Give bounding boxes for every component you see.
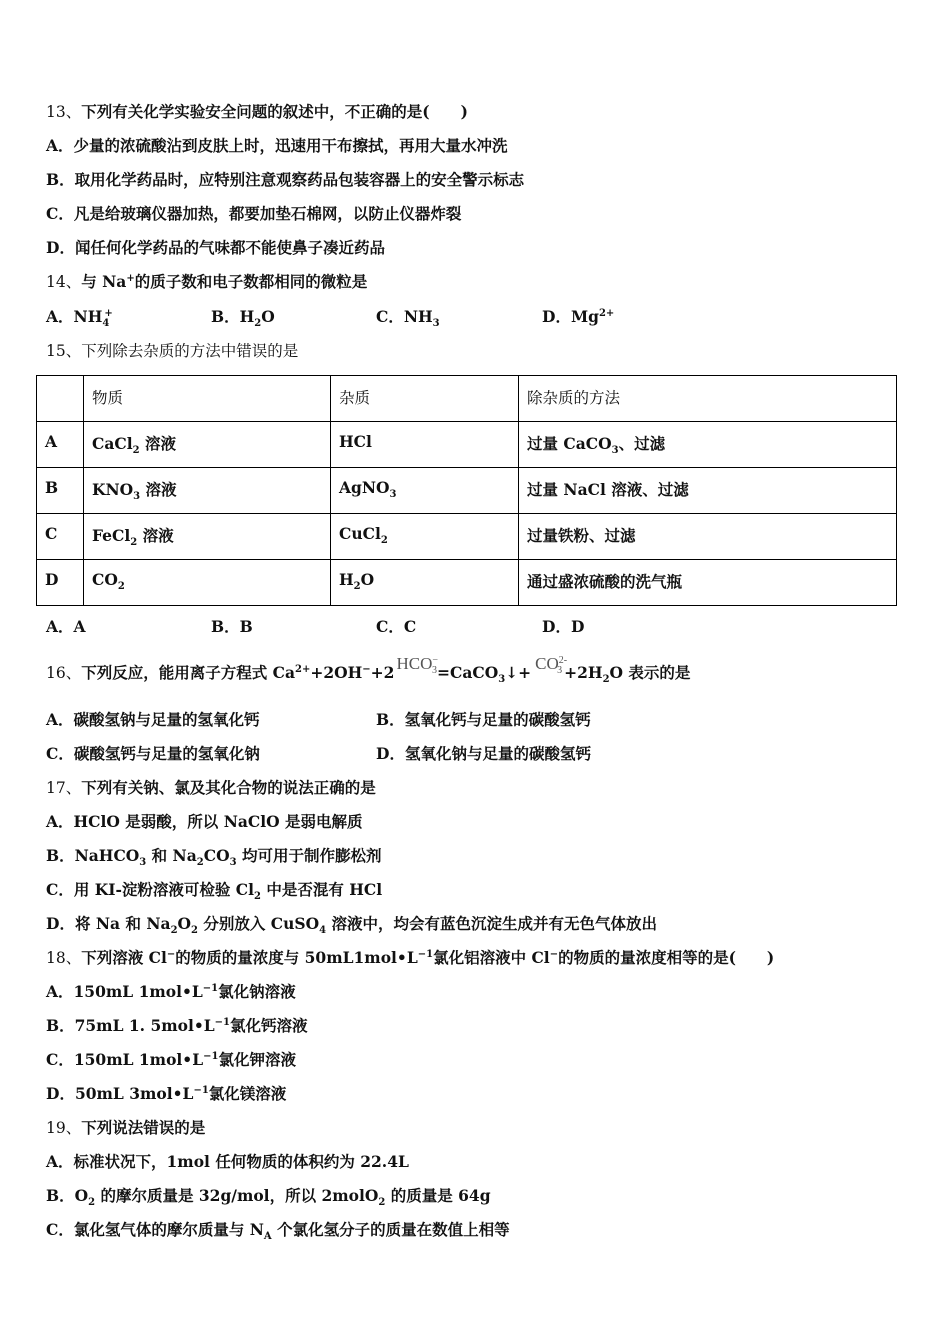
q18-a-post: 氯化钠溶液 [218, 982, 296, 1001]
row-label: C [37, 514, 84, 560]
q16-part4: =CaCO [437, 663, 499, 682]
q16-co3-ion [535, 653, 568, 676]
row-label: D [37, 560, 84, 606]
q14-stem-pre: 与 Na [81, 272, 127, 291]
q14-stem-sup: + [126, 272, 135, 284]
q15-option-b: B．B [211, 617, 253, 636]
q17-b-pre: B．NaHCO [46, 846, 140, 865]
q17-d-post: 溶液中，均会有蓝色沉淀生成并有无色气体放出 [326, 914, 657, 933]
row-impurity [331, 514, 519, 560]
q19-b-sub1: 2 [88, 1197, 96, 1209]
row-method: 过量铁粉、过滤 [519, 514, 897, 560]
q18-option-c [46, 1049, 296, 1071]
table-header-cell-method: 除杂质的方法 [519, 376, 897, 422]
q18-stem-mid: 的物质的量浓度与 50mL1mol•L [175, 948, 418, 967]
q14-option-b [211, 306, 275, 328]
q13-option-c: C．凡是给玻璃仪器加热，都要加垫石棉网，以防止仪器炸裂 [46, 204, 462, 223]
q16-option-b: B．氢氧化钙与足量的碳酸氢钙 [376, 710, 591, 729]
q13-option-d: D．闻任何化学药品的气味都不能使鼻子凑近药品 [46, 238, 385, 257]
q16-option-d: D．氢氧化钠与足量的碳酸氢钙 [376, 744, 591, 763]
q18-option-a [46, 981, 296, 1003]
q14-b-tail: O [261, 307, 275, 326]
q15-table [36, 375, 897, 606]
q16-co3-sup: 2- [558, 654, 568, 666]
q18-stem [46, 947, 774, 969]
q18-d-sup: −1 [193, 1084, 209, 1096]
q14-option-c [376, 306, 440, 328]
q17-b-mid2: CO [203, 846, 230, 865]
table-row [37, 560, 897, 606]
q17-d-sub1: 2 [170, 925, 178, 937]
q19-option-b [46, 1185, 491, 1207]
q17-option-a: A．HClO 是弱酸，所以 NaClO 是弱电解质 [46, 812, 363, 831]
substance-pre: CO [92, 570, 118, 589]
q19-b-mid: 的摩尔质量是 32g/mol，所以 2molO [95, 1186, 379, 1205]
row-method: 通过盛浓硫酸的洗气瓶 [519, 560, 897, 606]
q18-a-sup: −1 [202, 982, 219, 994]
q14-a-sub: 4 [102, 318, 110, 330]
impurity-sub: 2 [353, 581, 361, 593]
q18-stem-mid2: 氯化铝溶液中 Cl [433, 948, 550, 967]
substance-sub: 2 [130, 537, 138, 549]
row-method: 过量 NaCl 溶液、过滤 [519, 468, 897, 514]
q18-b-post: 氯化钙溶液 [230, 1016, 308, 1035]
q14-d-base: Mg [570, 307, 599, 326]
q16-part7: O 表示的是 [609, 663, 691, 682]
q13-stem-text: 下列有关化学实验安全问题的叙述中，不正确的是( ) [81, 102, 468, 121]
q15-option-c: C．C [376, 617, 417, 636]
q18-c-post: 氯化钾溶液 [218, 1050, 296, 1069]
q18-sup3: − [549, 948, 559, 960]
q16-option-a: A．碳酸氢钠与足量的氢氧化钙 [46, 710, 260, 729]
q19-b-post: 的质量是 64g [385, 1186, 491, 1205]
impurity-post: O [360, 570, 375, 589]
q17-b-sub1: 3 [139, 857, 147, 869]
row-impurity [331, 422, 519, 468]
q15-option-a: A．A [46, 617, 86, 636]
q17-d-mid: O [177, 914, 192, 933]
q17-c-post: 中是否混有 HCl [260, 880, 383, 899]
q16-part3: +2 [370, 663, 395, 682]
method-pre: 过量 CaCO [527, 434, 612, 453]
q16-number: 16、 [46, 664, 82, 682]
q15-number: 15、 [46, 342, 82, 360]
q18-stem-post: 的物质的量浓度相等的是( ) [558, 948, 775, 967]
q19-option-c [46, 1219, 510, 1241]
q19-c-pre: C．氯化氢气体的摩尔质量与 N [46, 1220, 264, 1239]
q16-part5: ↓+ [505, 663, 532, 682]
q18-d-post: 氯化镁溶液 [208, 1084, 287, 1103]
row-method [519, 422, 897, 468]
impurity-pre: AgNO [339, 478, 390, 497]
q16-caco3-sub: 3 [498, 674, 506, 686]
table-row [37, 514, 897, 560]
q19-b-pre: B．O [46, 1186, 89, 1205]
q14-a-sup: + [104, 307, 113, 319]
q18-sup2: −1 [417, 948, 434, 960]
q14-c-sub: 3 [432, 318, 440, 330]
q18-option-d [46, 1083, 286, 1105]
q14-option-a [46, 306, 113, 328]
q14-d-label: D． [542, 307, 571, 326]
q19-stem-text: 下列说法错误的是 [81, 1118, 206, 1137]
q17-option-b [46, 845, 381, 867]
table-header-cell-impurity: 杂质 [331, 376, 519, 422]
q14-stem [46, 271, 367, 293]
q16-hco3-sub: 3 [432, 664, 437, 676]
q14-a-label: A． [46, 307, 74, 326]
q16-hco3-sup: − [432, 654, 438, 666]
q17-b-sub2: 2 [196, 857, 204, 869]
q17-option-d [46, 913, 657, 935]
substance-post: 溶液 [137, 526, 174, 545]
table-row [37, 468, 897, 514]
table-header-cell-0 [37, 376, 84, 422]
row-substance [84, 514, 331, 560]
q19-b-sub2: 2 [378, 1197, 386, 1209]
q13-stem [46, 101, 468, 123]
q19-c-sub1: A [263, 1231, 272, 1243]
q16-h2o-sub: 2 [602, 674, 610, 686]
q13-option-a: A．少量的浓硫酸沾到皮肤上时，迅速用干布擦拭，再用大量水冲洗 [46, 136, 508, 155]
q18-c-sup: −1 [203, 1050, 219, 1062]
substance-sub: 3 [133, 491, 141, 503]
q15-option-d: D．D [542, 617, 585, 636]
q16-hco3-text: HCO [396, 653, 433, 673]
q14-b-label: B． [211, 307, 240, 326]
q18-stem-pre: 下列溶液 Cl [81, 948, 167, 967]
q19-option-a: A．标准状况下，1mol 任何物质的体积约为 22.4L [46, 1152, 409, 1171]
row-substance [84, 560, 331, 606]
q16-ca-sup: 2+ [295, 663, 311, 675]
q14-stem-post: 的质子数和电子数都相同的微粒是 [134, 272, 368, 291]
method-sub: 3 [611, 445, 619, 457]
substance-pre: CaCl [92, 434, 133, 453]
q14-b-sub: 2 [254, 318, 262, 330]
q16-part2: +2OH [310, 663, 363, 682]
row-impurity [331, 560, 519, 606]
impurity-pre: CuCl [339, 524, 381, 543]
q17-option-c [46, 879, 382, 901]
impurity-pre: HCl [339, 432, 372, 451]
q18-option-b [46, 1015, 308, 1037]
q16-oh-sup: − [362, 663, 371, 675]
q17-d-sub3: 4 [319, 925, 327, 937]
q18-a-pre: A．150mL 1mol•L [46, 982, 203, 1001]
method-post: 、过滤 [618, 434, 666, 453]
row-substance [84, 468, 331, 514]
q18-sup1: − [166, 948, 176, 960]
q14-a-base: NH [73, 307, 103, 326]
q17-b-post: 均可用于制作膨松剂 [236, 846, 382, 865]
row-substance [84, 422, 331, 468]
substance-sub: 2 [132, 445, 140, 457]
q14-b-base: H [239, 307, 255, 326]
q14-d-sup: 2+ [598, 307, 615, 319]
q13-number: 13、 [46, 103, 82, 121]
q17-c-pre: C．用 KI-淀粉溶液可检验 Cl [46, 880, 255, 899]
row-label: B [37, 468, 84, 514]
q17-d-pre: D．将 Na 和 Na [46, 914, 171, 933]
row-label: A [37, 422, 84, 468]
q16-stem [46, 653, 691, 686]
q14-c-label: C． [376, 307, 404, 326]
impurity-sub: 2 [380, 535, 388, 547]
q15-stem [46, 340, 298, 362]
q19-number: 19、 [46, 1119, 82, 1137]
q18-number: 18、 [46, 949, 82, 967]
table-header-cell-substance: 物质 [84, 376, 331, 422]
q17-d-sub2: 2 [191, 925, 199, 937]
q16-part6: +2H [564, 663, 603, 682]
q16-option-c: C．碳酸氢钙与足量的氢氧化钠 [46, 744, 260, 763]
q14-c-base: NH [403, 307, 433, 326]
q18-d-pre: D．50mL 3mol•L [46, 1084, 194, 1103]
table-header-row [37, 376, 897, 422]
row-impurity [331, 468, 519, 514]
q17-b-mid: 和 Na [146, 846, 197, 865]
substance-sub: 2 [117, 581, 125, 593]
q17-b-sub3: 3 [229, 857, 237, 869]
q13-option-b: B．取用化学药品时，应特别注意观察药品包装容器上的安全警示标志 [46, 170, 525, 189]
q16-co3-text: CO [535, 653, 559, 673]
q17-stem [46, 777, 376, 799]
q19-stem [46, 1117, 205, 1139]
q16-stem-pre: 下列反应，能用离子方程式 Ca [81, 663, 296, 682]
q17-stem-text: 下列有关钠、氯及其化合物的说法正确的是 [81, 778, 376, 797]
q17-c-sub1: 2 [254, 891, 261, 903]
q18-b-pre: B．75mL 1. 5mol•L [46, 1016, 215, 1035]
impurity-pre: H [339, 570, 354, 589]
q19-c-post: 个氯化氢分子的质量在数值上相等 [271, 1220, 510, 1239]
q15-stem-text: 下列除去杂质的方法中错误的是 [81, 342, 299, 360]
q17-number: 17、 [46, 779, 82, 797]
substance-pre: KNO [92, 480, 134, 499]
substance-post: 溶液 [139, 434, 176, 453]
q18-b-sup: −1 [214, 1016, 231, 1028]
substance-post: 溶液 [140, 480, 177, 499]
q18-c-pre: C．150mL 1mol•L [46, 1050, 204, 1069]
q16-co3-sub: 3 [557, 664, 563, 676]
q16-hco3-ion [396, 653, 437, 676]
table-row [37, 422, 897, 468]
q17-d-mid2: 分别放入 CuSO [198, 914, 320, 933]
impurity-sub: 3 [389, 489, 397, 501]
q14-option-d [542, 306, 614, 328]
substance-pre: FeCl [92, 526, 131, 545]
q14-number: 14、 [46, 273, 82, 291]
